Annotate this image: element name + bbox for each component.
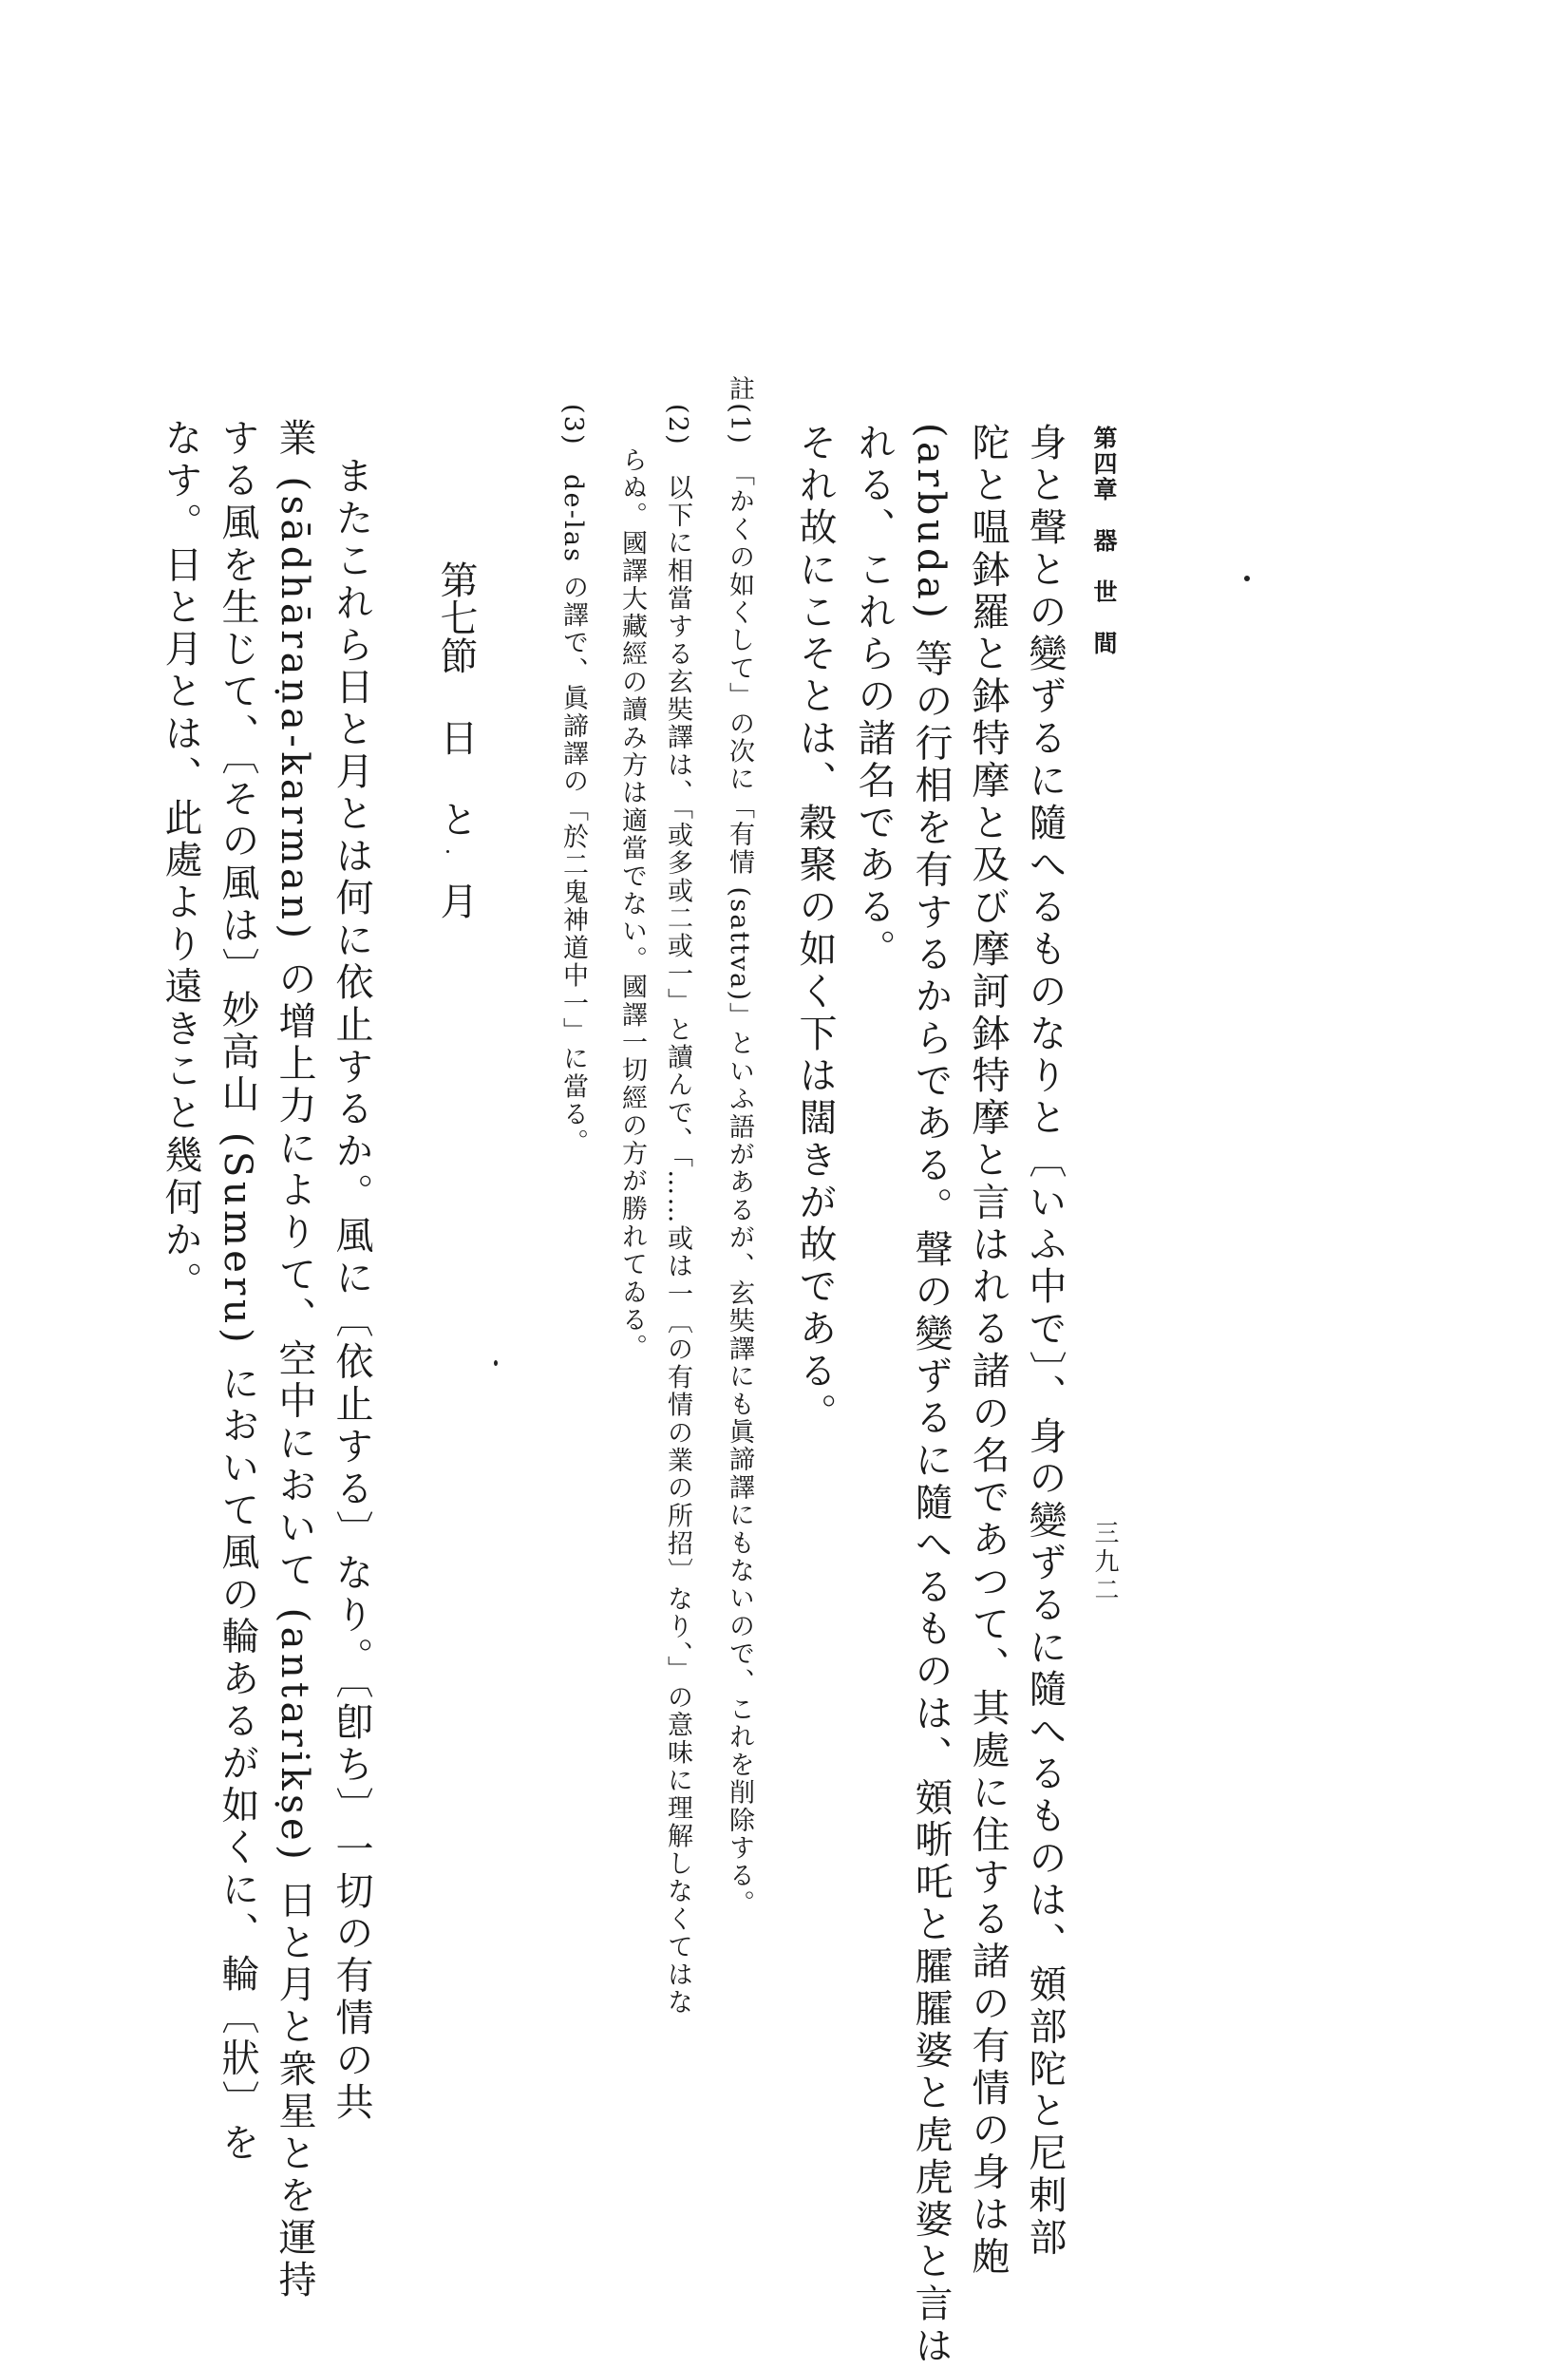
note-2: (2) 以下に相當する玄奘譯は、「或多或二或一」と讀んで、「……或は一〔の有情の業の所招〕なり、」の意味に理解しなくてはな	[663, 404, 692, 2017]
section-word-and: と	[434, 800, 478, 838]
page-number: 三九二	[1090, 1520, 1119, 1605]
chapter-header: 第四章 器 世 間	[1090, 426, 1118, 656]
section-title	[434, 560, 478, 919]
body-line: なす。日と月とは、此處より遠きこと幾何か。	[159, 418, 202, 1304]
body-line: 業 (sādhāraṇa-karman) の增上力によりて、空中において (antarikṣe) 日と月と衆星とを運持	[273, 418, 316, 2302]
body-line: 陀と嗢鉢羅と鉢特摩と及び摩訶鉢特摩と言はれる諸の名であつて、其處に住する諸の有情の身は皰	[966, 423, 1010, 2279]
scan-speck	[446, 850, 449, 853]
scan-speck	[494, 1360, 498, 1366]
body-line: (arbuda) 等の行相を有するからである。聲の變ずるに隨へるものは、頞哳吒と臛臛婆と虎虎婆と言は	[909, 423, 953, 2368]
scan-speck	[1244, 576, 1250, 581]
note-1: 註(1) 「かくの如くして」の次に「有情 (sattva)」といふ語があるが、玄奘譯にも眞諦譯にもないので、これを削除する。	[725, 375, 754, 1918]
note-3: (3) de-las の譯で、眞諦譯の「於二鬼神道中一」に當る。	[558, 404, 588, 1157]
section-word-sun: 日	[434, 718, 478, 756]
note-2-cont: らぬ。國譯大藏經の讀み方は適當でない。國譯一切經の方が勝れてゐる。	[617, 446, 647, 1362]
body-line: れる、これらの諸名である。	[852, 423, 896, 972]
body-line: 身と聲との變ずるに隨へるものなりと〔いふ中で〕、身の變ずるに隨へるものは、頞部陀と尼剌部	[1023, 423, 1067, 2260]
section-number: 第七節	[434, 560, 478, 674]
section-word-moon: 月	[434, 881, 478, 919]
body-line: する風を生じて、〔その風は〕妙高山 (Sumeru) において風の輪あるが如くに、輪〔狀〕を	[216, 418, 259, 2165]
body-line: またこれら日と月とは何に依止するか。風に〔依止する〕なり。〔卽ち〕一切の有情の共	[330, 456, 373, 2124]
body-line: それ故にこそとは、穀聚の如く下は闊きが故である。	[793, 423, 837, 1435]
